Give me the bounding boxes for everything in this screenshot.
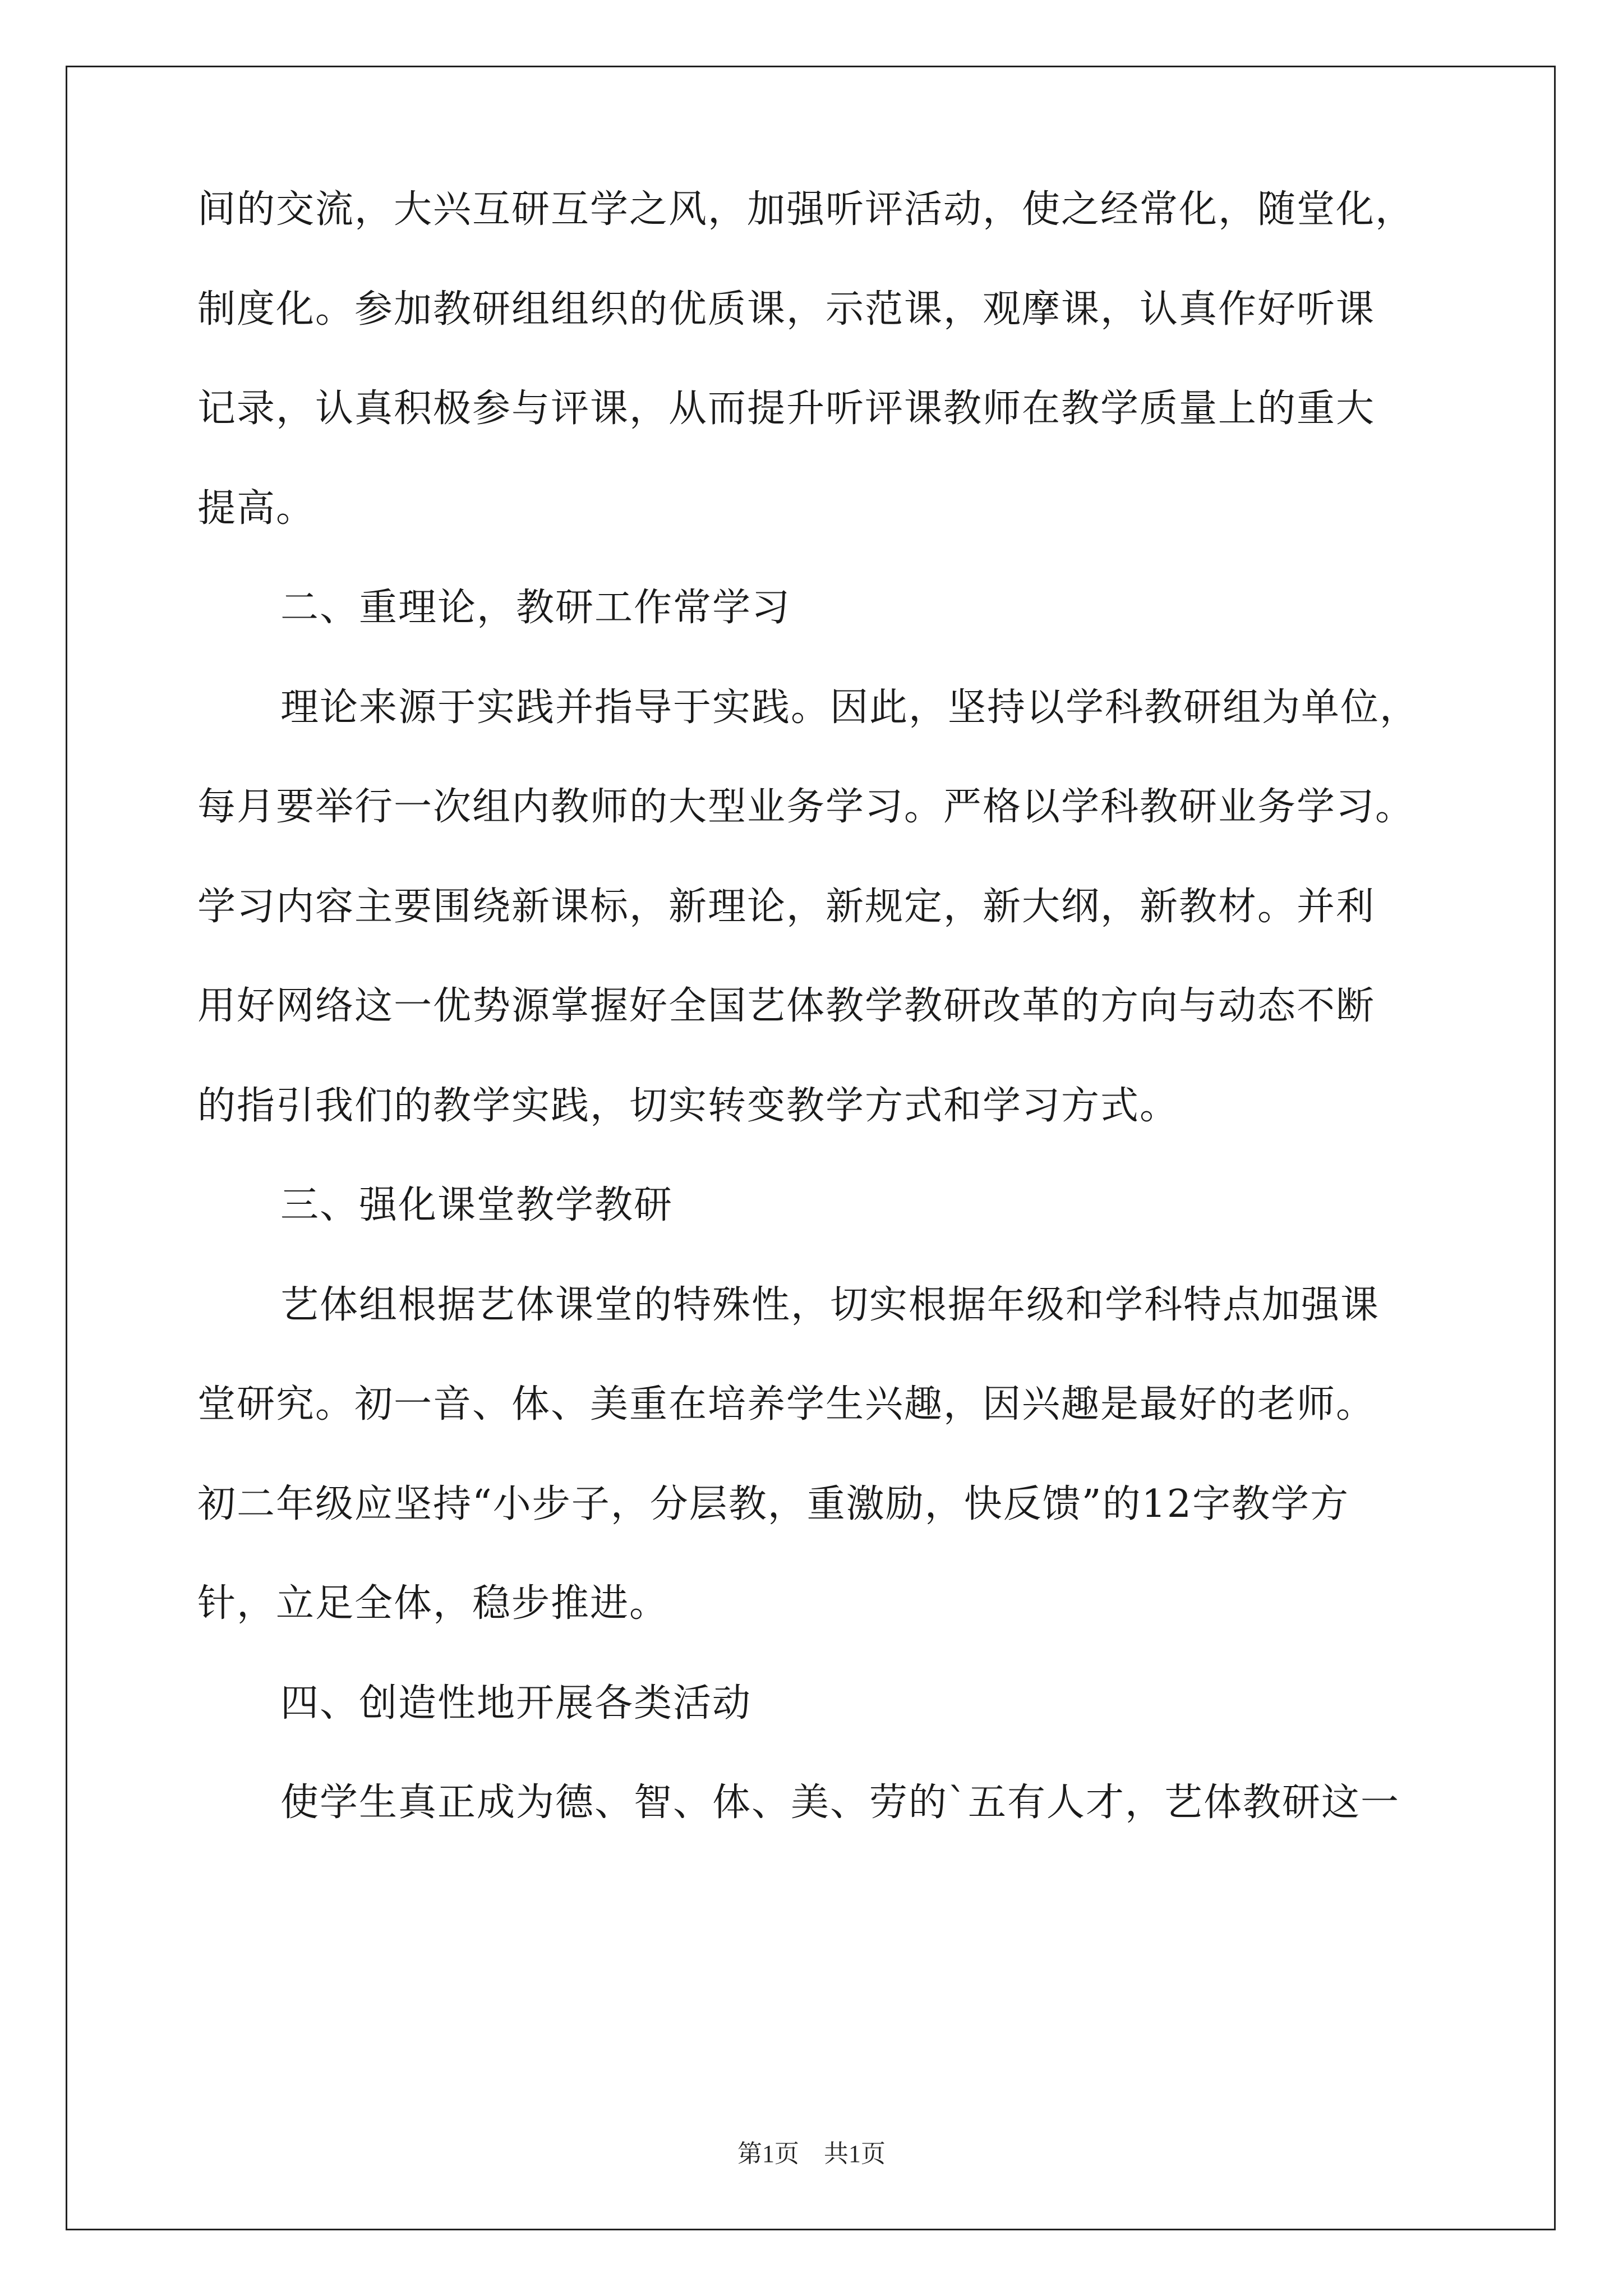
section-heading: 二、重理论，教研工作常学习 bbox=[280, 586, 791, 630]
body-line: 记录，认真积极参与评课，从而提升听评课教师在教学质量上的重大 bbox=[197, 386, 1376, 431]
body-line: 的指引我们的教学实践，切实转变教学方式和学习方式。 bbox=[197, 1084, 1179, 1128]
body-line: 学习内容主要围绕新课标，新理论，新规定，新大纲，新教材。并利 bbox=[197, 885, 1376, 929]
body-line: 针，立足全体，稳步推进。 bbox=[197, 1581, 669, 1626]
body-line: 提高。 bbox=[197, 486, 316, 531]
section-heading: 三、强化课堂教学教研 bbox=[280, 1183, 674, 1227]
body-line: 制度化。参加教研组组织的优质课，示范课，观摩课，认真作好听课 bbox=[197, 287, 1376, 332]
page-footer: 第1页 共1页 bbox=[737, 2140, 886, 2168]
body-line: 理论来源于实践并指导于实践。因此，坚持以学科教研组为单位， bbox=[280, 685, 1419, 730]
body-line: 堂研究。初一音、体、美重在培养学生兴趣，因兴趣是最好的老师。 bbox=[197, 1382, 1376, 1427]
body-line: 每月要举行一次组内教师的大型业务学习。严格以学科教研业务学习。 bbox=[197, 785, 1415, 829]
section-heading: 四、创造性地开展各类活动 bbox=[280, 1681, 752, 1726]
body-line: 使学生真正成为德、智、体、美、劳的`五有人才，艺体教研这一 bbox=[280, 1780, 1400, 1825]
body-line: 用好网络这一优势源掌握好全国艺体教学教研改革的方向与动态不断 bbox=[197, 984, 1376, 1028]
body-line: 间的交流，大兴互研互学之风，加强听评活动，使之经常化，随堂化， bbox=[197, 187, 1415, 232]
body-line: 艺体组根据艺体课堂的特殊性，切实根据年级和学科特点加强课 bbox=[280, 1283, 1380, 1327]
body-line: 初二年级应坚持“小步子，分层教，重激励，快反馈”的12字教学方 bbox=[197, 1482, 1350, 1526]
